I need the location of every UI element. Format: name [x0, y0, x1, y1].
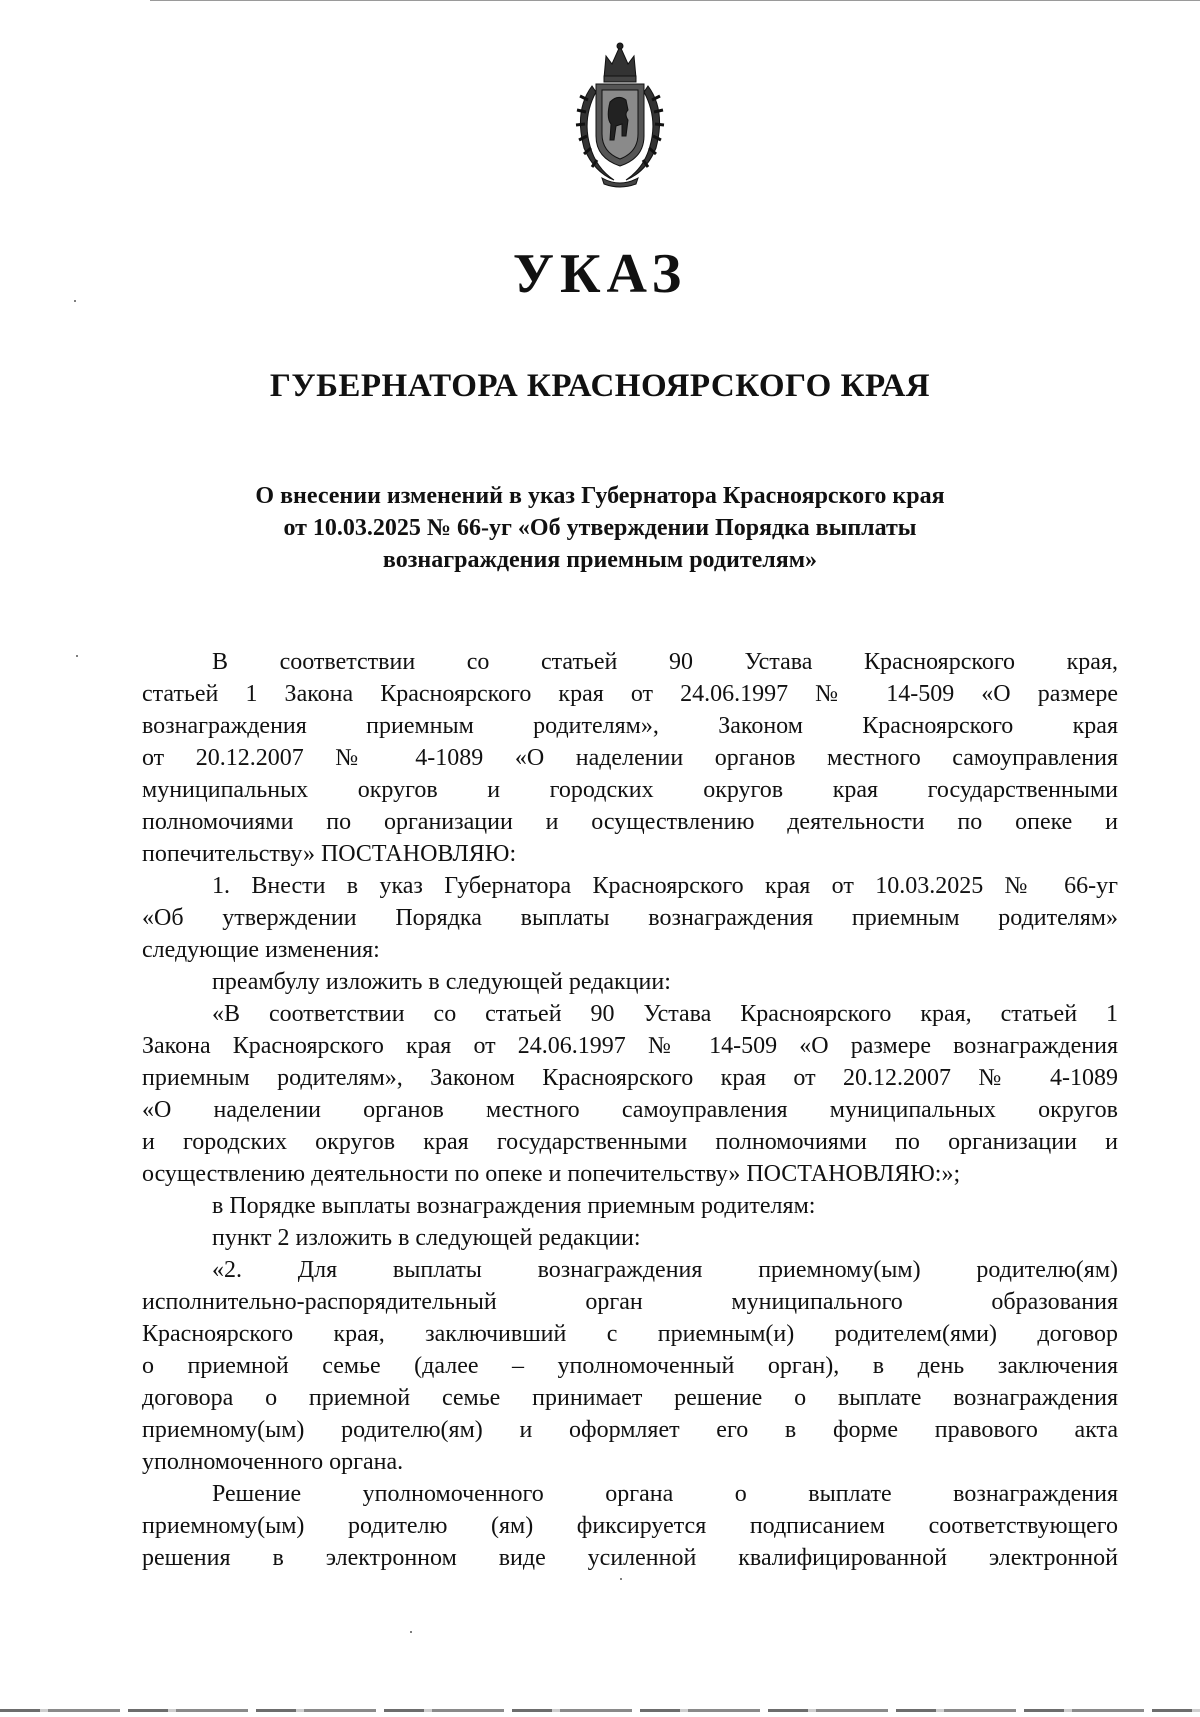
- body-line: Красноярского края, заключивший с приемным(и) родителем(ями) договор: [142, 1321, 1118, 1347]
- body-line: следующие изменения:: [142, 937, 380, 963]
- body-line: муниципальных округов и городских округов края государственными: [142, 777, 1118, 803]
- body-line: решения в электронном виде усиленной квалифицированной электронной: [142, 1545, 1118, 1571]
- body-line: вознаграждения приемным родителям», Законом Красноярского края: [142, 713, 1118, 739]
- body-line: «2. Для выплаты вознаграждения приемному(ым) родителю(ям): [212, 1257, 1118, 1283]
- body-line: исполнительно-распорядительный орган муниципального образования: [142, 1289, 1118, 1315]
- body-line: В соответствии со статьей 90 Устава Красноярского края,: [212, 649, 1118, 675]
- heading-line: вознаграждения приемным родителям»: [382, 547, 818, 573]
- heading-line: от 10.03.2025 № 66-уг «Об утверждении Порядка выплаты: [283, 515, 917, 541]
- body-line: приемным родителям», Законом Красноярского края от 20.12.2007 № 4-1089: [142, 1065, 1118, 1091]
- body-line: «В соответствии со статьей 90 Устава Красноярского края, статьей 1: [212, 1001, 1118, 1027]
- body-line: приемному(ым) родителю (ям) фиксируется подписанием соответствующего: [142, 1513, 1118, 1539]
- heading-line: О внесении изменений в указ Губернатора Красноярского края: [255, 483, 945, 509]
- body-line: осуществлению деятельности по опеке и попечительству» ПОСТАНОВЛЯЮ:»;: [142, 1161, 961, 1187]
- body-line: в Порядке выплаты вознаграждения приемным родителям:: [212, 1193, 816, 1219]
- scan-speck: [76, 655, 78, 657]
- body-line: 1. Внести в указ Губернатора Красноярского края от 10.03.2025 № 66-уг: [212, 873, 1118, 899]
- body-line: уполномоченного органа.: [142, 1449, 404, 1475]
- scan-speck: [620, 1578, 622, 1580]
- body-line: Закона Красноярского края от 24.06.1997 № 14-509 «О размере вознаграждения: [142, 1033, 1118, 1059]
- scan-edge-top: [150, 0, 1200, 1]
- document-body: [142, 646, 1118, 1574]
- body-line: от 20.12.2007 № 4-1089 «О наделении органов местного самоуправления: [142, 745, 1118, 771]
- body-line: пункт 2 изложить в следующей редакции:: [212, 1225, 641, 1251]
- body-line: статьей 1 Закона Красноярского края от 24.06.1997 № 14-509 «О размере: [142, 681, 1118, 707]
- body-line: приемному(ым) родителю(ям) и оформляет его в форме правового акта: [142, 1417, 1118, 1443]
- body-line: полномочиями по организации и осуществлению деятельности по опеке и: [142, 809, 1118, 835]
- body-line: Решение уполномоченного органа о выплате вознаграждения: [212, 1481, 1118, 1507]
- scan-edge-bottom: [0, 1709, 1200, 1712]
- coat-of-arms-emblem: [566, 40, 674, 190]
- document-title: УКАЗ: [512, 243, 688, 305]
- body-line: «О наделении органов местного самоуправления муниципальных округов: [142, 1097, 1118, 1123]
- body-line: «Об утверждении Порядка выплаты вознаграждения приемным родителям»: [142, 905, 1118, 931]
- document-heading: [150, 480, 1050, 576]
- scan-speck: [410, 1631, 412, 1633]
- body-line: о приемной семье (далее – уполномоченный орган), в день заключения: [142, 1353, 1118, 1379]
- body-line: договора о приемной семье принимает решение о выплате вознаграждения: [142, 1385, 1118, 1411]
- body-line: и городских округов края государственными полномочиями по организации и: [142, 1129, 1118, 1155]
- document-subtitle: ГУБЕРНАТОРА КРАСНОЯРСКОГО КРАЯ: [269, 368, 931, 404]
- body-line: попечительству» ПОСТАНОВЛЯЮ:: [142, 841, 517, 867]
- body-line: преамбулу изложить в следующей редакции:: [212, 969, 671, 995]
